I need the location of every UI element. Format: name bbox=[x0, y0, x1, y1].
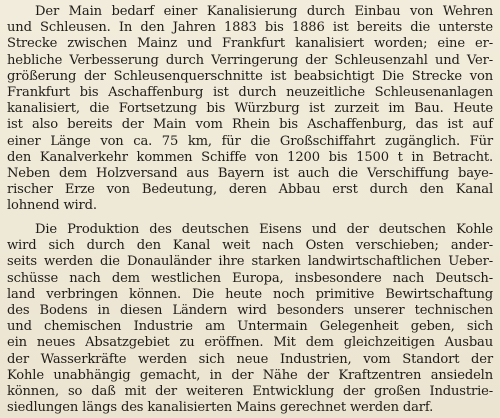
text-line: größerung der Schleusenquerschnitte ist beabsichtigt Die Strecke von bbox=[7, 68, 493, 84]
text-line: kanalisiert, die Fortsetzung bis Würzburg ist zurzeit im Bau. Heute bbox=[7, 101, 493, 117]
text-line: Die Produktion des deutschen Eisens und der deutschen Kohle bbox=[35, 222, 493, 237]
paragraph-main-canalization bbox=[7, 4, 493, 214]
text-line: hebliche Verbesserung durch Verringerung der Schleusenzahl und Ver- bbox=[7, 52, 493, 68]
paragraph-industrial-effects bbox=[7, 222, 493, 416]
text-line: und Schleusen. In den Jahren 1883 bis 1886 ist bereits die unterste bbox=[7, 20, 493, 36]
text-line: Kohle unabhängig gemacht, in der Nähe der Kraftzentren ansiedeln bbox=[7, 367, 493, 383]
text-line: einer Länge von ca. 75 km, für die Großschiffahrt zugänglich. Für bbox=[7, 133, 493, 149]
text-line: Der Main bedarf einer Kanalisierung durch Einbau von Wehren bbox=[35, 4, 493, 19]
text-line: siedlungen längs des kanalisierten Mains gerechnet werden darf. bbox=[7, 400, 434, 416]
text-line: den Kanalverkehr kommen Schiffe von 1200 bis 1500 t in Betracht. bbox=[7, 149, 493, 165]
text-line: und chemischen Industrie am Untermain Gelegenheit geben, sich bbox=[7, 319, 493, 335]
text-line: lohnend wird. bbox=[7, 198, 97, 214]
text-line: schüsse nach dem westlichen Europa, insbesondere nach Deutsch- bbox=[7, 270, 493, 286]
text-line: Strecke zwischen Mainz und Frankfurt kanalisiert worden; eine er- bbox=[7, 36, 493, 52]
text-line: ein neues Absatzgebiet zu eröffnen. Mit dem gleichzeitigen Ausbau bbox=[7, 335, 493, 351]
text-line: seits werden die Donauländer ihre starken landwirtschaftlichen Ueber- bbox=[7, 254, 493, 270]
text-line: ist also bereits der Main vom Rhein bis Aschaffenburg, das ist auf bbox=[7, 117, 493, 133]
text-line: rischer Erze von Bedeutung, deren Abbau erst durch den Kanal bbox=[7, 182, 493, 198]
text-line: Neben dem Holzversand aus Bayern ist auch die Verschiffung baye- bbox=[7, 165, 493, 181]
text-line: Frankfurt bis Aschaffenburg ist durch neuzeitliche Schleusenanlagen bbox=[7, 84, 493, 100]
text-line: land verbringen können. Die heute noch primitive Bewirtschaftung bbox=[7, 286, 493, 302]
text-line: wird sich durch den Kanal weit nach Osten verschieben; ander- bbox=[7, 238, 493, 254]
text-line: können, so daß mit der weiteren Entwicklung der großen Industrie- bbox=[7, 383, 493, 399]
text-line: der Wasserkräfte werden sich neue Industrien, vom Standort der bbox=[7, 351, 493, 367]
text-line: des Bodens in diesen Ländern wird besonders unserer technischen bbox=[7, 302, 493, 318]
